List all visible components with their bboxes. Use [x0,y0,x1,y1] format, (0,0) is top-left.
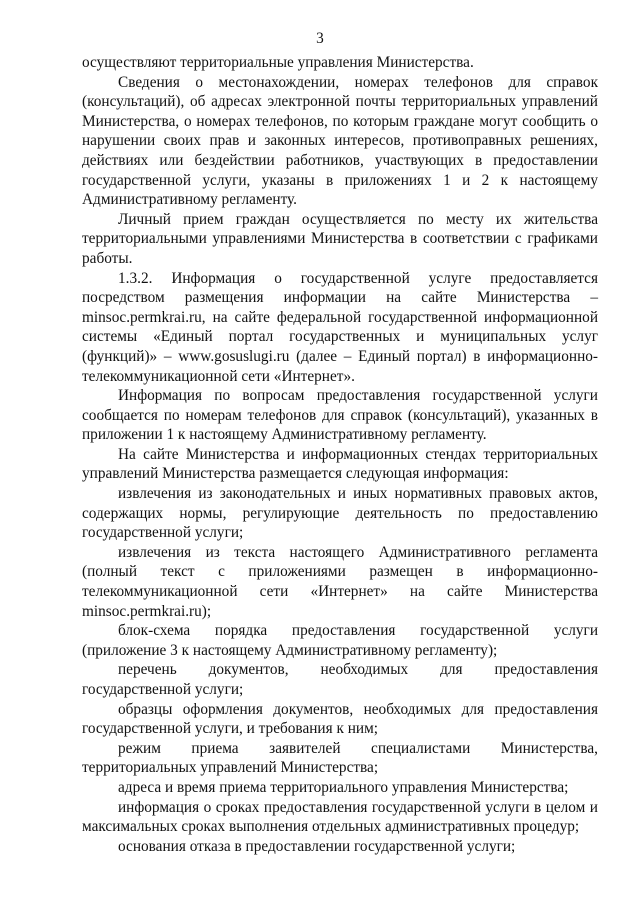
list-item-reception-schedule: режим приема заявителей специалистами Министерства, территориальных управлений Министерства; [82,739,598,777]
list-item-document-list: перечень документов, необходимых для предоставления государственной услуги; [82,661,598,698]
paragraph-continuation: осуществляют территориальные управления Министерства. [82,54,474,71]
paragraph-personal-reception: Личный прием граждан осуществляется по месту их жительства территориальными управлениями Министерства в соответствии с графиками работы. [82,210,598,267]
list-item-regulation-extracts: извлечения из текста настоящего Административного регламента (полный текст с приложениями размещен в информационно-телекоммуникационной сети «Интернет» на сайте Министерства minsoc.permkrai.ru); [82,543,598,620]
list-item-refusal-grounds: основания отказа в предоставлении государственной услуги; [118,837,516,855]
document-body [82,53,598,856]
list-item-flowchart: блок-схема порядка предоставления государственной услуги (приложение 3 к настоящему Административному регламенту); [82,622,598,659]
list-item-addresses: адреса и время приема территориального управления Министерства; [118,778,569,796]
paragraph-site-info-intro: На сайте Министерства и информационных стендах территориальных управлений Министерства размещается следующая информация: [82,445,598,483]
list-item-deadlines: информация о сроках предоставления государственной услуги в целом и максимальных сроках выполнения отдельных административных процедур; [82,798,598,836]
paragraph-section-1-3-2: 1.3.2. Информация о государственной услуге предоставляется посредством размещения информации на сайте Министерства – minsoc.permkrai.ru, на сайте федеральной государственной информационной системы «Единый портал государственных и муниципальных услуг (функций)» – www.gosuslugi.ru (далее – Единый портал) в информационно-телекоммуникационной сети «Интернет». [82,269,598,385]
paragraph-contact-info: Сведения о местонахождении, номерах телефонов для справок (консультаций), об адресах электронной почты территориальных управлений Министерства, о номерах телефонов, по которым граждане могут сообщить о нарушении своих прав и законных интересов, противоправных решениях, действиях или бездействии работников, участвующих в предоставлении государственной услуги, указаны в приложениях 1 и 2 к настоящему Административному регламенту. [82,73,598,209]
page-number: 3 [316,30,324,47]
list-item-legal-extracts: извлечения из законодательных и иных нормативных правовых актов, содержащих нормы, регулирующие деятельность по предоставлению государственной услуги; [82,485,598,542]
list-item-document-samples: образцы оформления документов, необходимых для предоставления государственной услуги, и требования к ним; [82,700,598,738]
paragraph-phone-info: Информация по вопросам предоставления государственной услуги сообщается по номерам телефонов для справок (консультаций), указанных в приложении 1 к настоящему Административному регламенту. [82,387,598,444]
